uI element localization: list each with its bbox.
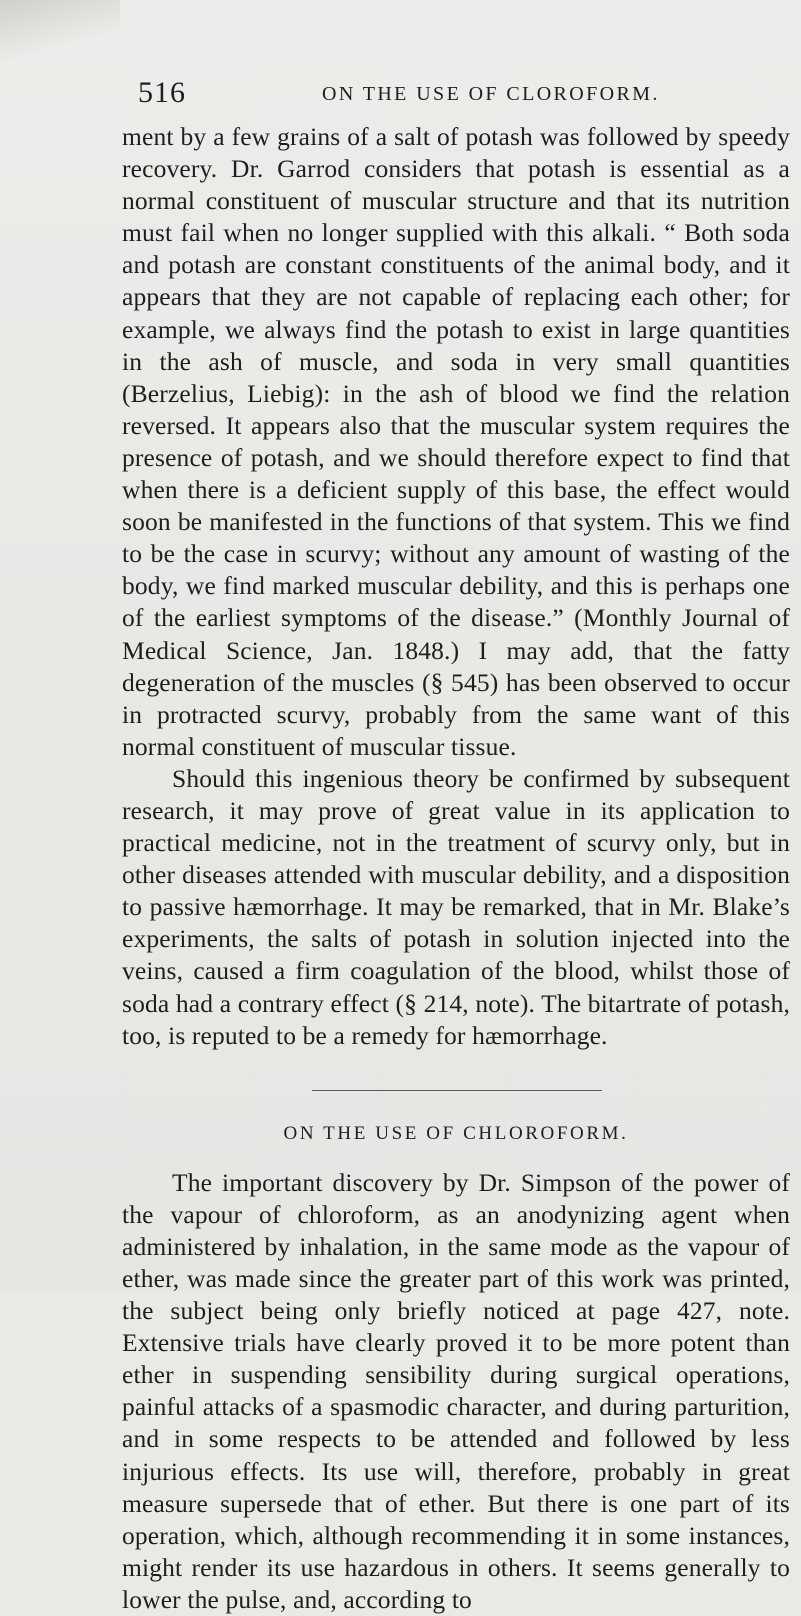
page-corner-shadow (0, 0, 120, 60)
section-divider (312, 1090, 602, 1091)
body-text (122, 121, 790, 1616)
page-header (138, 76, 698, 112)
paragraph-continued: ment by a few grains of a salt of potash was followed by speedy recovery. Dr. Garrod considers that potash is essential as a normal constituent of muscular structure and that its nutrition must fail when no longer supplied with this alkali. “ Both soda and potash are constant constituents of the animal body, and it appears that they are not capable of replacing each other; for example, we always find the potash to exist in large quantities in the ash of muscle, and soda in very small quantities (Berzelius, Liebig): in the ash of blood we find the relation reversed. It appears also that the muscular system requires the presence of potash, and we should therefore expect to find that when there is a deficient supply of this base, the effect would soon be manifested in the functions of that system. This we find to be the case in scurvy; without any amount of wasting of the body, we find marked muscular debility, and this is perhaps one of the earliest symptoms of the disease.” (Monthly Journal of Medical Science, Jan. 1848.) I may add, that the fatty degeneration of the muscles (§ 545) has been observed to occur in protracted scurvy, probably from the same want of this normal constituent of muscular tissue. (122, 122, 790, 761)
paragraph: Should this ingenious theory be confirmed by subsequent research, it may prove of great value in its application to practical medicine, not in the treatment of scurvy only, but in other diseases attended with muscular debility, and a disposition to passive hæmorrhage. It may be remarked, that in Mr. Blake’s experiments, the salts of potash in solution injected into the veins, caused a firm coagulation of the blood, whilst those of soda had a contrary effect (§ 214, note). The bitartrate of potash, too, is reputed to be a remedy for hæmorrhage. (122, 763, 790, 1050)
page-number: 516 (138, 76, 186, 109)
running-head: ON THE USE OF CLOROFORM. (322, 83, 660, 105)
section-paragraph: The important discovery by Dr. Simpson of the power of the vapour of chloroform, as an anodynizing agent when administered by inhalation, in the same mode as the vapour of ether, was made since the greater part of this work was printed, the subject being only briefly noticed at page 427, note. Extensive trials have clearly proved it to be more potent than ether in suspending sensibility during surgical operations, painful attacks of a spasmodic character, and during parturition, and in some respects to be attended and followed by less injurious effects. Its use will, therefore, probably in great measure supersede that of ether. But there is one part of its operation, which, although recommending it in some instances, might render its use hazardous in others. It seems generally to lower the pulse, and, according to (122, 1167, 790, 1614)
section-title: ON THE USE OF CHLOROFORM. (283, 1122, 629, 1144)
